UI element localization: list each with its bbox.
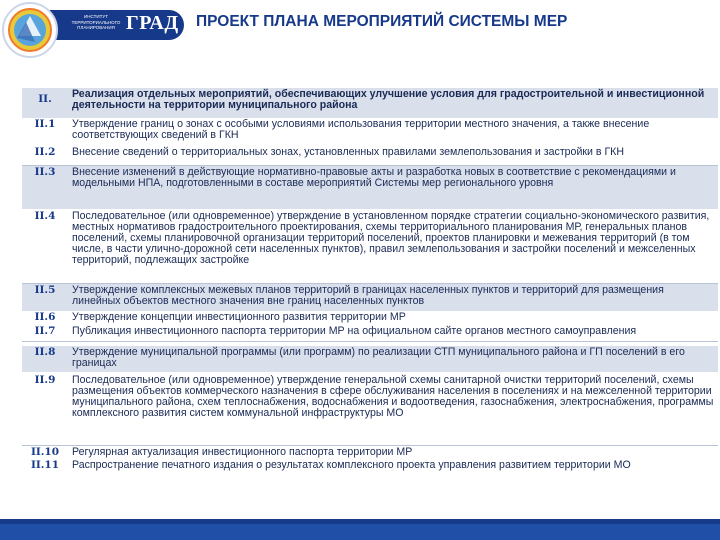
logo-institute-text: ИНСТИТУТ ТЕРРИТОРИАЛЬНОГО ПЛАНИРОВАНИЯ [71, 14, 121, 30]
row-number: II.11 [30, 459, 60, 471]
table-row [22, 118, 718, 145]
row-text: Внесение изменений в действующие нормативно-правовые акты и разработка новых в соответствие с рекомендациями и модельными НПА, подготовленными в составе мероприятий Системы мер регионального уровня [72, 166, 676, 189]
footer-band [0, 524, 720, 540]
row-text: Утверждение концепции инвестиционного развития территории МР [72, 311, 406, 323]
table-row [22, 346, 718, 372]
measures-table [22, 88, 718, 476]
row-number: II.2 [34, 146, 56, 158]
table-row [22, 374, 718, 444]
row-number: II.3 [34, 166, 56, 178]
row-text: Последовательное (или одновременное) утверждение генеральной схемы санитарной очистки территорий поселений, схемы размещения объектов коммерческого назначения в сфере обслуживания населения в поселениях и на межселенной территории муниципального района, схем теплоснабжения, водоснабжения и водоотведения, газоснабжения, электроснабжения, программы комплексного развития систем коммунальной инфраструктуры МО [72, 374, 714, 419]
row-text: Последовательное (или одновременное) утверждение в установленном порядке стратегии социально-экономического развития, местных нормативов градостроительного проектирования, схемы территориального планирования МР, генеральных планов поселений, схемы планировочной организации территорий поселений, проектов планировки и межевания территорий (в том числе, в части улично-дорожной сети населенных пунктов), правил землепользования и застройки поселений и межселенных территорий, подлежащих застройке [72, 210, 710, 266]
table-row [22, 459, 718, 472]
row-number: II.7 [34, 325, 56, 337]
table-row [22, 284, 718, 311]
table-row [22, 210, 718, 283]
header [0, 0, 720, 60]
row-number: II.4 [34, 210, 56, 222]
table-row [22, 446, 718, 459]
row-text: Распространение печатного издания о результатах комплексного проекта управления развитием территории МО [72, 459, 631, 471]
row-text: Утверждение муниципальной программы (или программ) по реализации СТП муниципального района и ГП поселений в его границах [72, 346, 685, 369]
row-number: II.5 [34, 284, 56, 296]
row-text: Публикация инвестиционного паспорта территории МР на официальном сайте органов местного самоуправления [72, 325, 637, 337]
table-row [22, 166, 718, 209]
logo-name: ГРАД [126, 12, 179, 34]
row-text: Регулярная актуализация инвестиционного паспорта территории МР [72, 446, 413, 458]
table-row [22, 88, 718, 118]
row-text: Утверждение границ о зонах с особыми условиями использования территории местного значения, а также внесение соответствующих сведений в ГКН [72, 118, 650, 141]
row-text: Реализация отдельных мероприятий, обеспечивающих улучшение условия для градостроительной и инвестиционной деятельности на территории муниципального района [72, 88, 705, 111]
table-row [22, 146, 718, 164]
row-number: II.8 [34, 346, 56, 358]
row-number: II.9 [34, 374, 56, 386]
table-row [22, 325, 718, 341]
row-number: II. [38, 93, 52, 105]
row-number: II.6 [34, 311, 56, 323]
row-divider [22, 341, 718, 342]
row-text: Внесение сведений о территориальных зонах, установленных правилами землепользования и застройки в ГКН [72, 146, 624, 158]
table-row [22, 311, 718, 325]
page-title: ПРОЕКТ ПЛАНА МЕРОПРИЯТИЙ СИСТЕМЫ МЕР [196, 13, 568, 30]
logo-emblem-icon [2, 2, 58, 58]
row-number: II.10 [30, 446, 60, 458]
row-number: II.1 [34, 118, 56, 130]
row-text: Утверждение комплексных межевых планов территорий в границах населенных пунктов и территорий для размещения линейных объектов местного значения вне границ населенных пунктов [72, 284, 664, 307]
logo [2, 2, 187, 56]
